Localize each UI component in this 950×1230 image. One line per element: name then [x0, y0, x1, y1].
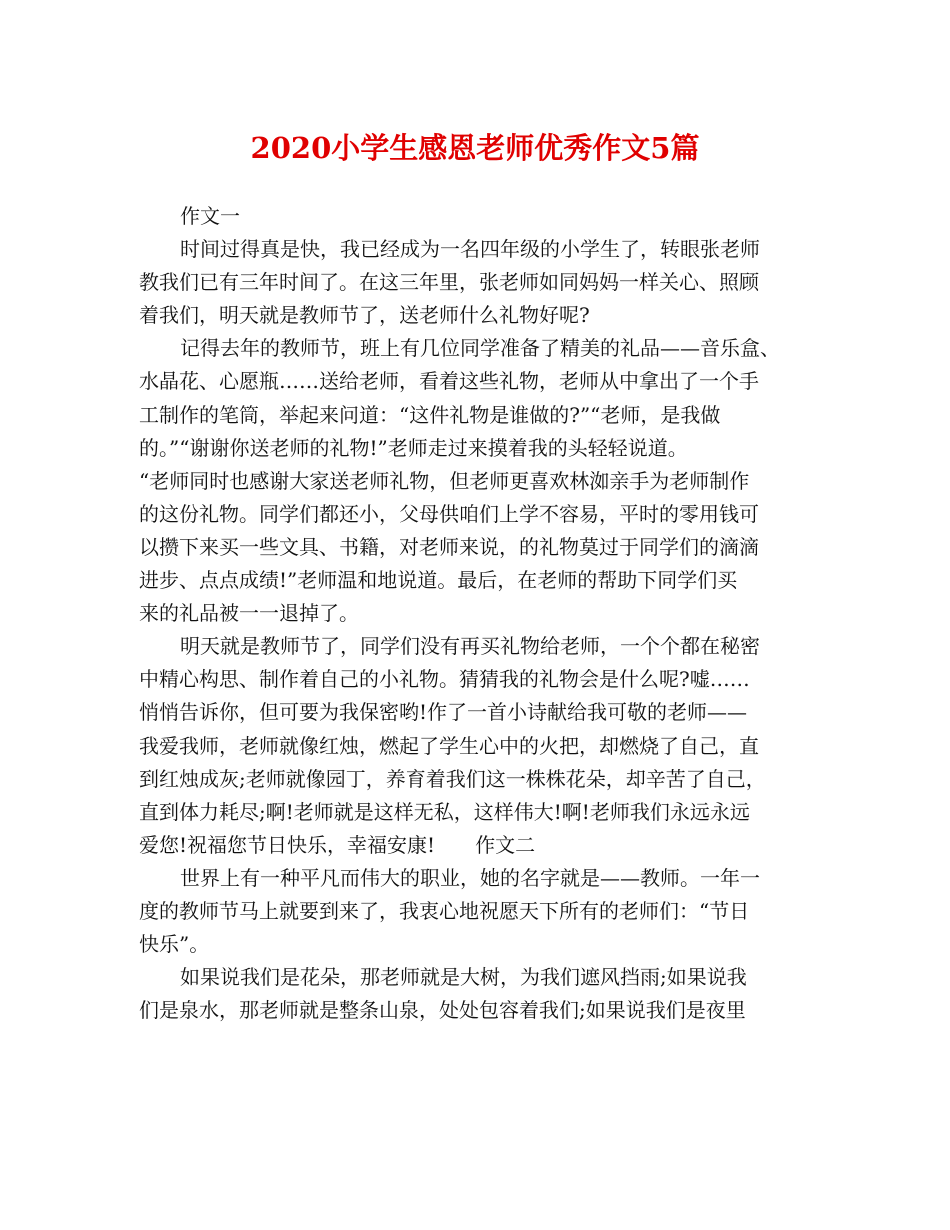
body-line: 教我们已有三年时间了。在这三年里，张老师如同妈妈一样关心、照顾 — [139, 270, 759, 295]
body-line: 工制作的笔筒，举起来问道：“这件礼物是谁做的?”“老师，是我做 — [139, 402, 721, 427]
body-line: 悄悄告诉你，但可要为我保密哟!作了一首小诗献给我可敬的老师—— — [139, 700, 748, 725]
document-body — [139, 200, 819, 1027]
body-line: 到红烛成灰;老师就像园丁，养育着我们这一株株花朵，却辛苦了自己， — [139, 766, 766, 791]
body-line: 时间过得真是快，我已经成为一名四年级的小学生了，转眼张老师 — [180, 237, 760, 262]
body-line: 爱您!祝福您节日快乐，幸福安康! 作文二 — [139, 832, 536, 857]
body-line: 直到体力耗尽;啊!老师就是这样无私，这样伟大!啊!老师我们永远永远 — [139, 799, 750, 824]
body-line: 们是泉水，那老师就是整条山泉，处处包容着我们;如果说我们是夜里 — [139, 998, 746, 1023]
body-line: 明天就是教师节了，同学们没有再买礼物给老师，一个个都在秘密 — [180, 634, 760, 659]
body-line: 以攒下来买一些文具、书籍，对老师来说，的礼物莫过于同学们的滴滴 — [139, 534, 759, 559]
body-line: 世界上有一种平凡而伟大的职业，她的名字就是——教师。一年一 — [180, 865, 760, 890]
body-line: 快乐”。 — [139, 932, 210, 957]
body-line: “老师同时也感谢大家送老师礼物，但老师更喜欢林洳亲手为老师制作 — [139, 468, 750, 493]
body-line: 作文一 — [180, 204, 240, 228]
body-line: 着我们，明天就是教师节了，送老师什么礼物好呢? — [139, 303, 590, 328]
body-line: 如果说我们是花朵，那老师就是大树，为我们遮风挡雨;如果说我 — [180, 965, 747, 990]
body-line: 记得去年的教师节，班上有几位同学准备了精美的礼品——音乐盒、 — [180, 336, 780, 361]
body-line: 中精心构思、制作着自己的小礼物。猜猜我的礼物会是什么呢?嘘…… — [139, 667, 750, 692]
body-line: 进步、点点成绩!”老师温和地说道。最后，在老师的帮助下同学们买 — [139, 568, 738, 593]
body-line: 来的礼品被一一退掉了。 — [139, 601, 359, 626]
body-line: 我爱我师，老师就像红烛，燃起了学生心中的火把，却燃烧了自己，直 — [139, 733, 759, 758]
body-line: 的这份礼物。同学们都还小，父母供咱们上学不容易，平时的零用钱可 — [139, 501, 759, 526]
document-title: 2020小学生感恩老师优秀作文5篇 — [250, 131, 700, 165]
body-line: 度的教师节马上就要到来了，我衷心地祝愿天下所有的老师们：“节日 — [139, 898, 750, 923]
body-line: 的。”“谢谢你送老师的礼物!”老师走过来摸着我的头轻轻说道。 — [139, 435, 688, 460]
body-line: 水晶花、心愿瓶……送给老师，看着这些礼物，老师从中拿出了一个手 — [139, 369, 759, 394]
